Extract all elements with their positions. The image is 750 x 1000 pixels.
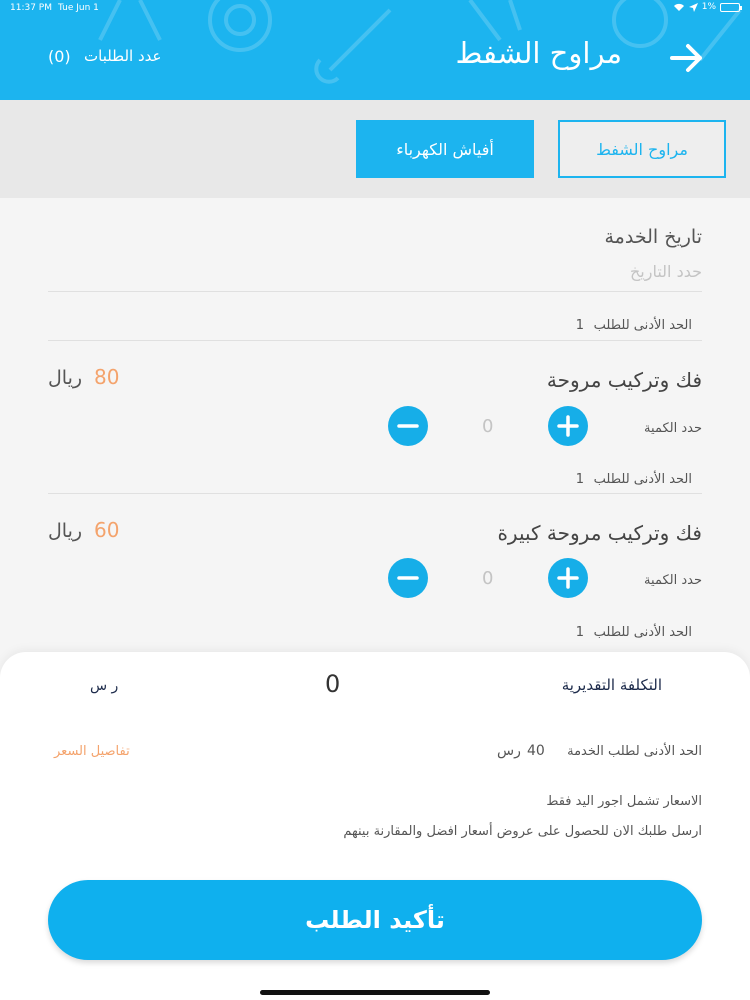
orders-count-value: (0) — [48, 47, 71, 66]
quantity-label: حدد الكمية — [644, 573, 702, 588]
plus-icon — [548, 406, 588, 446]
status-right — [673, 2, 740, 12]
status-date: Tue Jun 1 — [58, 3, 99, 13]
price-details-link[interactable]: تفاصيل السعر — [54, 744, 130, 759]
minus-icon — [388, 406, 428, 446]
min-order-label: الحد الأدنى للطلب — [593, 625, 692, 640]
wifi-icon — [673, 3, 685, 12]
min-service-label: الحد الأدنى لطلب الخدمة — [567, 744, 702, 759]
quantity-value: 0 — [482, 568, 494, 589]
location-icon — [689, 3, 698, 12]
decrease-quantity-button[interactable] — [388, 406, 428, 446]
service-title: فك وتركيب مروحة كبيرة — [497, 521, 702, 545]
orders-count-label: عدد الطلبات — [84, 47, 162, 65]
divider — [48, 493, 702, 494]
min-order-label: الحد الأدنى للطلب — [593, 472, 692, 487]
increase-quantity-button[interactable] — [548, 406, 588, 446]
status-bar — [0, 0, 750, 18]
service-currency: ريال — [48, 520, 83, 542]
min-order-value: 1 — [575, 318, 584, 333]
order-summary-sheet — [0, 652, 750, 1000]
services-list — [0, 198, 750, 658]
battery-percent: 1% — [701, 2, 716, 12]
min-order-label: الحد الأدنى للطلب — [593, 318, 692, 333]
tab-exhaust-fans[interactable]: مراوح الشفط — [558, 120, 726, 178]
service-price: 80 — [94, 365, 120, 389]
decrease-quantity-button[interactable] — [388, 558, 428, 598]
min-order-value: 1 — [575, 625, 584, 640]
min-order-value: 1 — [575, 472, 584, 487]
offer-note: ارسل طلبك الان للحصول على عروض أسعار افضل والمقارنة بينهم — [343, 824, 702, 839]
price-note: الاسعار تشمل اجور اليد فقط — [546, 794, 702, 809]
service-date-field[interactable]: حدد التاريخ — [629, 262, 702, 281]
confirm-order-button[interactable]: تأكيد الطلب — [48, 880, 702, 960]
tab-electric-sockets[interactable]: أفياش الكهرباء — [356, 120, 534, 178]
min-service-value: 40 — [527, 743, 545, 759]
increase-quantity-button[interactable] — [548, 558, 588, 598]
divider — [48, 291, 702, 292]
min-service-currency: رس — [497, 743, 521, 759]
estimated-cost-label: التكلفة التقديرية — [561, 676, 662, 694]
service-title: فك وتركيب مروحة — [546, 368, 702, 392]
quantity-label: حدد الكمية — [644, 421, 702, 436]
app-header — [0, 0, 750, 100]
battery-icon — [720, 3, 740, 12]
status-time: 11:37 PM — [10, 3, 52, 13]
category-tabs — [0, 100, 750, 198]
estimated-cost-value: 0 — [325, 670, 341, 698]
service-price: 60 — [94, 518, 120, 542]
minus-icon — [388, 558, 428, 598]
estimated-cost-currency: ر س — [90, 678, 119, 694]
home-indicator[interactable] — [260, 990, 490, 995]
plus-icon — [548, 558, 588, 598]
service-currency: ريال — [48, 367, 83, 389]
quantity-value: 0 — [482, 416, 494, 437]
page-title: مراوح الشفط — [455, 36, 622, 70]
divider — [48, 340, 702, 341]
back-arrow-icon[interactable] — [668, 40, 704, 76]
service-date-label: تاريخ الخدمة — [604, 226, 702, 248]
